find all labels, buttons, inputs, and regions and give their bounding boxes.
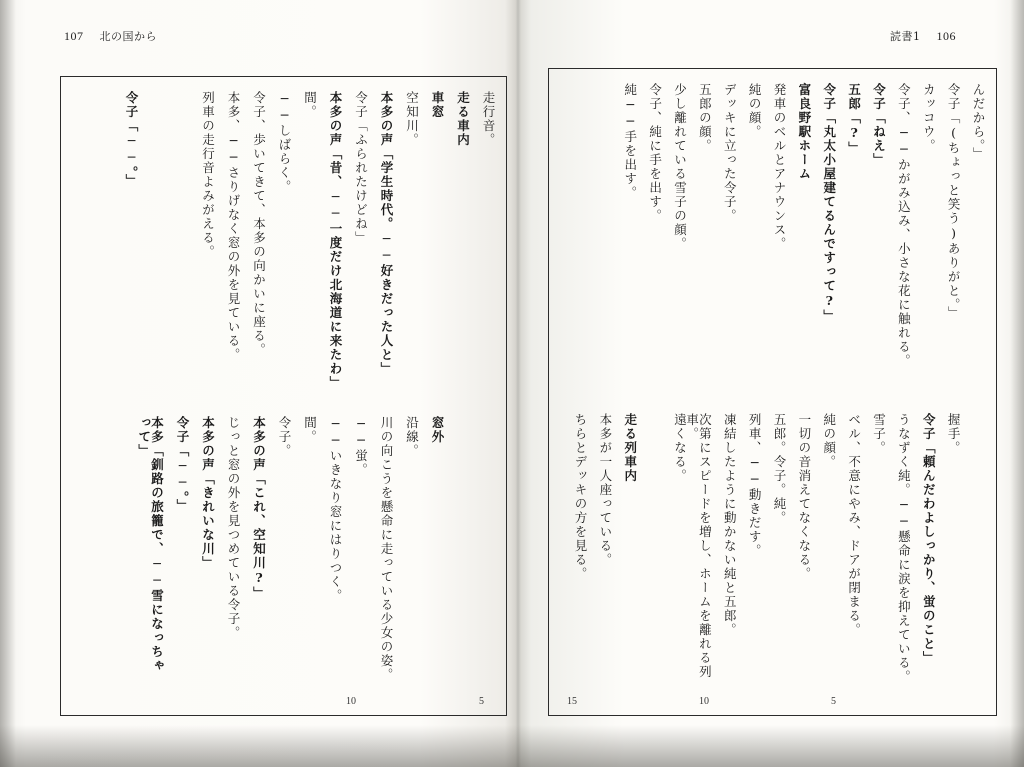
column-text-lower: 令子「頼んだわよしっかり、蛍のこと」: [921, 413, 937, 665]
column-text: 本多の声「学生時代。──好きだった人と」: [379, 91, 394, 376]
book-gutter: [505, 0, 531, 767]
text-column: [367, 91, 393, 685]
text-column: [760, 83, 785, 685]
column-text: デッキに立った令子。: [722, 83, 738, 223]
text-column: [735, 83, 763, 685]
text-column: [418, 91, 444, 685]
column-text-lower: 川の向こうを懸命に走っている少女の姿。: [379, 416, 394, 682]
left-edge-shadow: [0, 0, 16, 767]
text-column: [810, 83, 835, 685]
left-text-frame: [60, 76, 507, 716]
column-text-lower: 窓外: [430, 416, 445, 444]
inline-folio: 5: [479, 696, 484, 707]
text-column: [392, 91, 418, 685]
column-text: 空知川。: [404, 91, 420, 147]
left-book-title: 北の国から: [99, 30, 157, 43]
column-text: 令子、歩いてきて、本多の向かいに座る。: [251, 91, 267, 357]
text-column: [214, 91, 240, 685]
text-column: [443, 91, 469, 685]
text-column: [469, 91, 495, 685]
right-running-head: [884, 28, 962, 44]
column-text-lower: 本多の声「これ、空知川?」: [251, 416, 267, 601]
column-text-lower: うなずく純。──懸命に涙を抑えている。: [896, 413, 912, 684]
column-text-lower: 一切の音消えてなくなる。: [796, 413, 812, 581]
column-text-lower: 握手。: [946, 413, 962, 455]
column-text: 少し離れている雪子の顔。: [672, 83, 688, 251]
column-text: 令子、純に手を出す。: [647, 83, 663, 223]
column-text-lower: ──蛍。: [353, 416, 369, 477]
text-column: [611, 83, 636, 685]
text-column: [188, 91, 214, 685]
text-column: [909, 83, 937, 685]
text-column: [860, 83, 885, 685]
column-text: カッコウ。: [921, 83, 937, 153]
column-text: 列車の走行音よみがえる。: [200, 91, 216, 259]
text-column: [265, 91, 291, 685]
column-text: 走行音。: [481, 91, 496, 147]
column-text: 本多、──さりげなく窓の外を見ている。: [226, 91, 241, 362]
column-text-lower: 遠くなる。: [672, 413, 688, 483]
text-column: [636, 83, 661, 685]
right-folio: 106: [936, 29, 956, 43]
column-text: 令子「(ちょっと笑う)ありがと。」: [946, 83, 962, 320]
inline-folio: 10: [346, 696, 356, 707]
column-text: 令子、──かがみ込み、小さな花に触れる。: [896, 83, 912, 368]
right-text-frame: [548, 68, 997, 716]
column-text: 発車のベルとアナウンス。: [772, 83, 787, 251]
column-text: んだから。」: [971, 83, 986, 161]
column-text-lower: じっと窓の外を見つめている令子。: [226, 416, 241, 640]
column-text: 純の顔。: [747, 83, 763, 139]
text-column: [586, 83, 611, 685]
inline-folio: 15: [567, 696, 577, 707]
column-text-lower: 令子「──。」: [175, 416, 190, 513]
text-column: [112, 91, 138, 685]
text-column: [785, 83, 810, 685]
right-section-label: 読書1: [890, 30, 921, 43]
column-text-lower: ──いきなり窓にはりつく。: [328, 416, 343, 603]
column-text-lower: ベル、不意にやみ、ドアが閉まる。: [846, 413, 862, 637]
text-column: [710, 83, 738, 685]
column-text-lower: 列車、──動きだす。: [747, 413, 763, 558]
left-folio: 107: [64, 29, 84, 43]
column-text-lower: 雪子。: [871, 413, 887, 455]
right-edge-shadow: [1010, 0, 1024, 767]
right-columns: [549, 69, 996, 715]
column-text-lower: 五郎。令子。純。: [772, 413, 787, 525]
column-text-lower: 凍結したように動かない純と五郎。: [722, 413, 738, 637]
column-text: ──しばらく。: [277, 91, 292, 194]
column-text: 五郎「?」: [846, 83, 862, 156]
column-text: 令子「──。」: [124, 91, 139, 188]
left-running-head: [58, 28, 163, 44]
column-text: 令子「ふられたけどね」: [353, 91, 369, 245]
left-columns: [61, 77, 506, 715]
text-column: [561, 83, 586, 685]
text-column: [137, 91, 163, 685]
column-text: 五郎の顔。: [697, 83, 713, 153]
column-text-lower: ちらとデッキの方を見る。: [573, 413, 588, 581]
inline-folio: 10: [699, 696, 709, 707]
column-text-lower: 本多「釧路の旅籠で、──雪になっちゃって」: [136, 416, 165, 673]
inline-folio: 5: [831, 696, 836, 707]
text-column: [959, 83, 984, 685]
text-column: [341, 91, 367, 685]
text-column: [934, 83, 962, 685]
text-column: [661, 83, 686, 685]
column-text: 車窓: [430, 91, 445, 119]
text-column: [835, 83, 860, 685]
column-text-lower: 令子。: [277, 416, 292, 458]
bottom-shadow: [0, 725, 1024, 767]
text-column: [163, 91, 189, 685]
column-text: 本多の声「昔、──一度だけ北海道に来たわ」: [328, 91, 343, 390]
column-text-lower: 次第にスピードを増し、ホームを離れる列車。: [684, 413, 713, 679]
column-text: 令子「丸太小屋建てるんですって?」: [821, 83, 837, 324]
text-column: [239, 91, 265, 685]
column-text: 間。: [302, 91, 318, 119]
text-column: [316, 91, 342, 685]
text-column: [885, 83, 910, 685]
column-text-lower: 走る列車内: [622, 413, 638, 483]
column-text: 走る車内: [455, 91, 471, 147]
column-text: 純──手を出す。: [622, 83, 638, 200]
column-text-lower: 本多が一人座っている。: [597, 413, 613, 567]
column-text-lower: 沿線。: [404, 416, 420, 458]
column-text-lower: 本多の声「きれいな川」: [200, 416, 216, 570]
column-text: 富良野駅ホーム: [796, 83, 812, 181]
text-column: [686, 83, 711, 685]
column-text: 令子「ねえ」: [871, 83, 887, 167]
text-column: [290, 91, 316, 685]
column-text-lower: 間。: [302, 416, 318, 444]
column-text-lower: 純の顔。: [821, 413, 837, 469]
